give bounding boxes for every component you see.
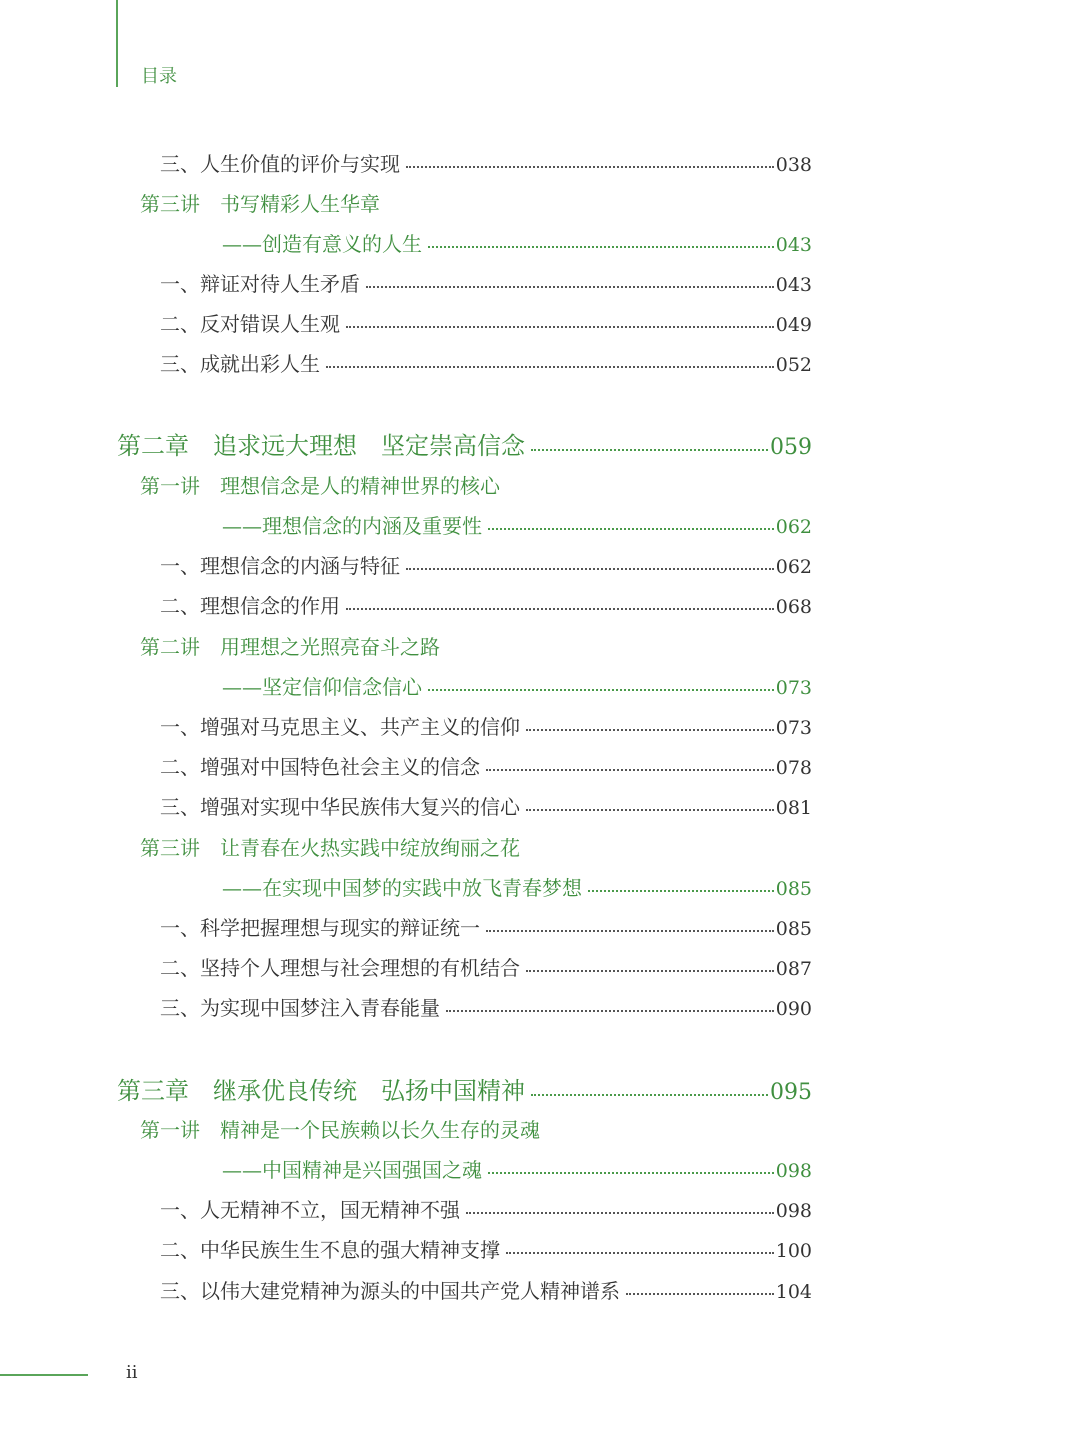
toc-entry[interactable] (222, 874, 812, 903)
toc-entry-title: 二、坚持个人理想与社会理想的有机结合 (160, 956, 520, 980)
toc-entry[interactable] (160, 1277, 812, 1306)
toc-entry-page: 100 (775, 1240, 812, 1262)
toc-entry-title: 一、理想信念的内涵与特征 (160, 554, 400, 578)
toc-lecture[interactable] (140, 834, 520, 862)
toc-entry[interactable] (160, 552, 812, 581)
toc-entry[interactable] (160, 753, 812, 782)
toc-entry-page: 078 (775, 757, 812, 779)
toc-entry[interactable] (160, 350, 812, 379)
toc-lecture-title: 第三讲 让青春在火热实践中绽放绚丽之花 (140, 836, 520, 860)
toc-chapter[interactable] (117, 430, 812, 464)
leader-dots (531, 1094, 768, 1096)
leader-dots (588, 890, 774, 892)
leader-dots (526, 970, 774, 972)
toc-entry-page: 081 (775, 797, 812, 819)
toc-entry-title: 三、成就出彩人生 (160, 352, 320, 376)
toc-entry-title: 三、人生价值的评价与实现 (160, 152, 400, 176)
toc-entry[interactable] (160, 592, 812, 621)
leader-dots (366, 286, 774, 288)
toc-lecture-title: 第二讲 用理想之光照亮奋斗之路 (140, 635, 440, 659)
leader-dots (428, 689, 774, 691)
toc-entry-page: 098 (775, 1160, 812, 1182)
toc-entry[interactable] (160, 270, 812, 299)
toc-entry[interactable] (160, 994, 812, 1023)
leader-dots (326, 366, 774, 368)
toc-entry-page: 087 (775, 958, 812, 980)
leader-dots (428, 246, 774, 248)
toc-entry-page: 043 (775, 234, 812, 256)
toc-entry-title: 三、为实现中国梦注入青春能量 (160, 996, 440, 1020)
toc-entry-page: 090 (775, 998, 812, 1020)
toc-entry-page: 052 (775, 354, 812, 376)
toc-entry-title: 三、增强对实现中华民族伟大复兴的信心 (160, 795, 520, 819)
toc-entry-page: 062 (775, 516, 812, 538)
toc-entry-page: 062 (775, 556, 812, 578)
leader-dots (526, 809, 774, 811)
leader-dots (486, 930, 774, 932)
toc-entry-title: ——在实现中国梦的实践中放飞青春梦想 (222, 876, 582, 900)
toc-chapter[interactable] (117, 1075, 812, 1109)
toc-entry[interactable] (160, 1196, 812, 1225)
toc-entry-title: 二、增强对中国特色社会主义的信念 (160, 755, 480, 779)
toc-entry-page: 073 (775, 717, 812, 739)
toc-lecture[interactable] (140, 472, 500, 500)
leader-dots (346, 608, 774, 610)
toc-lecture[interactable] (140, 1116, 540, 1144)
header-rule (116, 0, 118, 87)
toc-entry[interactable] (160, 713, 812, 742)
toc-entry[interactable] (222, 512, 812, 541)
leader-dots (346, 326, 774, 328)
leader-dots (488, 528, 774, 530)
toc-entry[interactable] (160, 914, 812, 943)
toc-entry-title: 三、以伟大建党精神为源头的中国共产党人精神谱系 (160, 1279, 620, 1303)
toc-chapter-title: 第二章 追求远大理想 坚定崇高信念 (117, 432, 525, 460)
toc-entry-title: 一、科学把握理想与现实的辩证统一 (160, 916, 480, 940)
page-header-title: 目录 (141, 66, 177, 87)
leader-dots (526, 729, 774, 731)
toc-entry-page: 049 (775, 314, 812, 336)
toc-entry-page: 104 (775, 1281, 812, 1303)
leader-dots (486, 769, 774, 771)
toc-entry-title: ——创造有意义的人生 (222, 232, 422, 256)
toc-entry-page: 073 (775, 677, 812, 699)
toc-chapter-page: 059 (770, 435, 812, 460)
toc-entry-page: 085 (775, 878, 812, 900)
toc-chapter-page: 095 (770, 1080, 812, 1105)
toc-lecture[interactable] (140, 190, 380, 218)
leader-dots (466, 1212, 774, 1214)
toc-entry[interactable] (160, 1236, 812, 1265)
page-number: ii (126, 1362, 138, 1383)
toc-entry-title: 二、中华民族生生不息的强大精神支撑 (160, 1238, 500, 1262)
toc-entry-title: ——坚定信仰信念信心 (222, 675, 422, 699)
toc-lecture-title: 第一讲 精神是一个民族赖以长久生存的灵魂 (140, 1118, 540, 1142)
leader-dots (531, 449, 768, 451)
toc-entry-title: 一、增强对马克思主义、共产主义的信仰 (160, 715, 520, 739)
toc-entry-title: 一、辩证对待人生矛盾 (160, 272, 360, 296)
leader-dots (626, 1293, 774, 1295)
footer-rule (0, 1374, 88, 1376)
toc-entry-title: ——中国精神是兴国强国之魂 (222, 1158, 482, 1182)
toc-entry-title: 二、理想信念的作用 (160, 594, 340, 618)
leader-dots (446, 1010, 774, 1012)
toc-entry[interactable] (222, 1156, 812, 1185)
toc-entry-page: 098 (775, 1200, 812, 1222)
toc-entry-page: 043 (775, 274, 812, 296)
toc-entry-title: 二、反对错误人生观 (160, 312, 340, 336)
toc-entry-title: 一、人无精神不立，国无精神不强 (160, 1198, 460, 1222)
toc-chapter-title: 第三章 继承优良传统 弘扬中国精神 (117, 1077, 525, 1105)
toc-lecture[interactable] (140, 633, 440, 661)
toc-entry[interactable] (160, 150, 812, 179)
toc-entry[interactable] (160, 793, 812, 822)
toc-entry-page: 068 (775, 596, 812, 618)
toc-entry[interactable] (160, 310, 812, 339)
leader-dots (506, 1252, 774, 1254)
leader-dots (406, 166, 774, 168)
toc-lecture-title: 第一讲 理想信念是人的精神世界的核心 (140, 474, 500, 498)
toc-lecture-title: 第三讲 书写精彩人生华章 (140, 192, 380, 216)
leader-dots (488, 1172, 774, 1174)
toc-entry-title: ——理想信念的内涵及重要性 (222, 514, 482, 538)
toc-entry-page: 038 (775, 154, 812, 176)
leader-dots (406, 568, 774, 570)
toc-entry[interactable] (222, 673, 812, 702)
toc-entry[interactable] (222, 230, 812, 259)
toc-entry[interactable] (160, 954, 812, 983)
toc-entry-page: 085 (775, 918, 812, 940)
